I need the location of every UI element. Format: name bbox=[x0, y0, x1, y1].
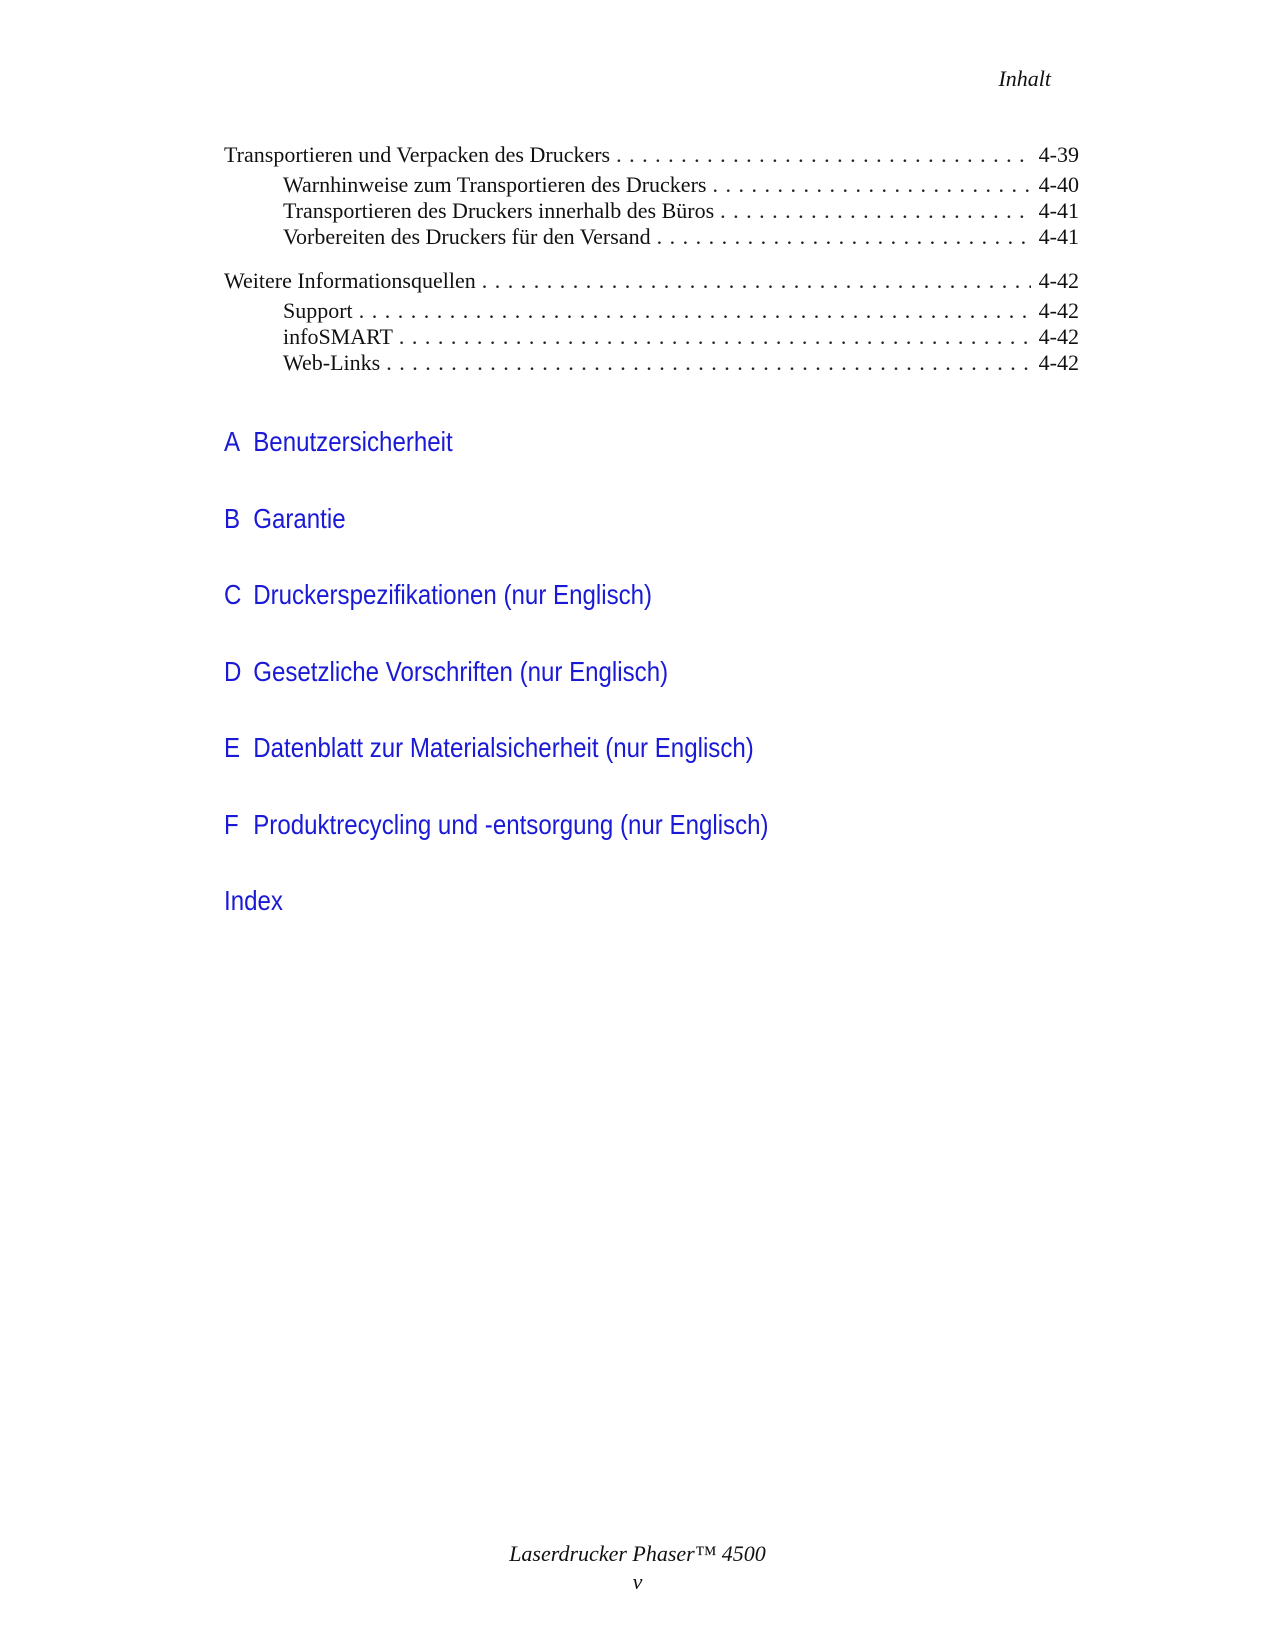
toc-entry-page: 4-39 bbox=[1038, 142, 1079, 167]
toc-subentry-page: 4-41 bbox=[1038, 198, 1079, 223]
toc-subentry[interactable] bbox=[224, 198, 1079, 224]
appendix-link-f[interactable] bbox=[224, 801, 769, 878]
toc-subentry-page: 4-40 bbox=[1038, 172, 1079, 197]
toc-subentry-title: infoSMART bbox=[283, 324, 393, 349]
appendix-title: Produktrecycling und -entsorgung (nur Englisch) bbox=[253, 808, 769, 840]
appendix-title: Gesetzliche Vorschriften (nur Englisch) bbox=[253, 655, 669, 687]
table-of-contents bbox=[224, 142, 1079, 376]
toc-entry-page: 4-42 bbox=[1038, 268, 1079, 293]
toc-subentry-title: Transportieren des Druckers innerhalb des Büros bbox=[283, 198, 715, 223]
toc-subentry-page: 4-42 bbox=[1038, 350, 1079, 375]
dot-leader bbox=[720, 198, 1031, 224]
appendix-link-d[interactable] bbox=[224, 648, 769, 725]
toc-subentry-page: 4-41 bbox=[1038, 224, 1079, 249]
toc-subentry-title: Warnhinweise zum Transportieren des Druckers bbox=[283, 172, 707, 197]
toc-entry[interactable] bbox=[224, 142, 1079, 168]
footer-product-name: Laserdrucker Phaser™ 4500 bbox=[509, 1541, 766, 1566]
appendix-link-b[interactable] bbox=[224, 495, 769, 572]
appendix-title: Garantie bbox=[253, 502, 346, 534]
appendix-title: Druckerspezifikationen (nur Englisch) bbox=[253, 579, 653, 610]
toc-subentry[interactable] bbox=[224, 224, 1079, 250]
appendix-title: Datenblatt zur Materialsicherheit (nur Englisch) bbox=[253, 732, 754, 763]
dot-leader bbox=[616, 142, 1031, 168]
appendix-link-e[interactable] bbox=[224, 724, 769, 801]
dot-leader bbox=[386, 350, 1030, 376]
toc-subentry-title: Vorbereiten des Druckers für den Versand bbox=[283, 224, 651, 249]
toc-subentry-page: 4-42 bbox=[1038, 298, 1079, 323]
page-header-title: Inhalt bbox=[998, 66, 1051, 91]
toc-subentry[interactable] bbox=[224, 324, 1079, 350]
toc-subentry-title: Support bbox=[283, 298, 353, 323]
toc-subentry[interactable] bbox=[224, 298, 1079, 324]
appendix-title: Benutzersicherheit bbox=[253, 426, 453, 457]
toc-subentry-page: 4-42 bbox=[1038, 324, 1079, 349]
appendix-letter: C bbox=[224, 579, 242, 610]
dot-leader bbox=[399, 324, 1031, 350]
page-footer bbox=[0, 1540, 1275, 1596]
appendix-letter: E bbox=[224, 732, 241, 763]
dot-leader bbox=[482, 268, 1031, 294]
toc-entry-title: Weitere Informationsquellen bbox=[224, 268, 476, 293]
toc-subentry[interactable] bbox=[224, 350, 1079, 376]
dot-leader bbox=[712, 172, 1030, 198]
toc-subentry-title: Web-Links bbox=[283, 350, 381, 375]
footer-page-number: v bbox=[632, 1569, 643, 1594]
appendix-list bbox=[224, 418, 857, 954]
appendix-letter: F bbox=[224, 808, 239, 840]
dot-leader bbox=[359, 298, 1031, 324]
toc-entry-title: Transportieren und Verpacken des Druckers bbox=[224, 142, 611, 167]
index-link[interactable] bbox=[224, 877, 769, 954]
dot-leader bbox=[657, 224, 1031, 250]
appendix-letter: B bbox=[224, 502, 241, 534]
appendix-letter: D bbox=[224, 655, 242, 687]
appendix-letter: A bbox=[224, 426, 241, 457]
appendix-link-c[interactable] bbox=[224, 571, 769, 648]
appendix-title: Index bbox=[224, 885, 283, 916]
appendix-link-a[interactable] bbox=[224, 418, 769, 495]
toc-subentry[interactable] bbox=[224, 172, 1079, 198]
toc-entry[interactable] bbox=[224, 268, 1079, 294]
